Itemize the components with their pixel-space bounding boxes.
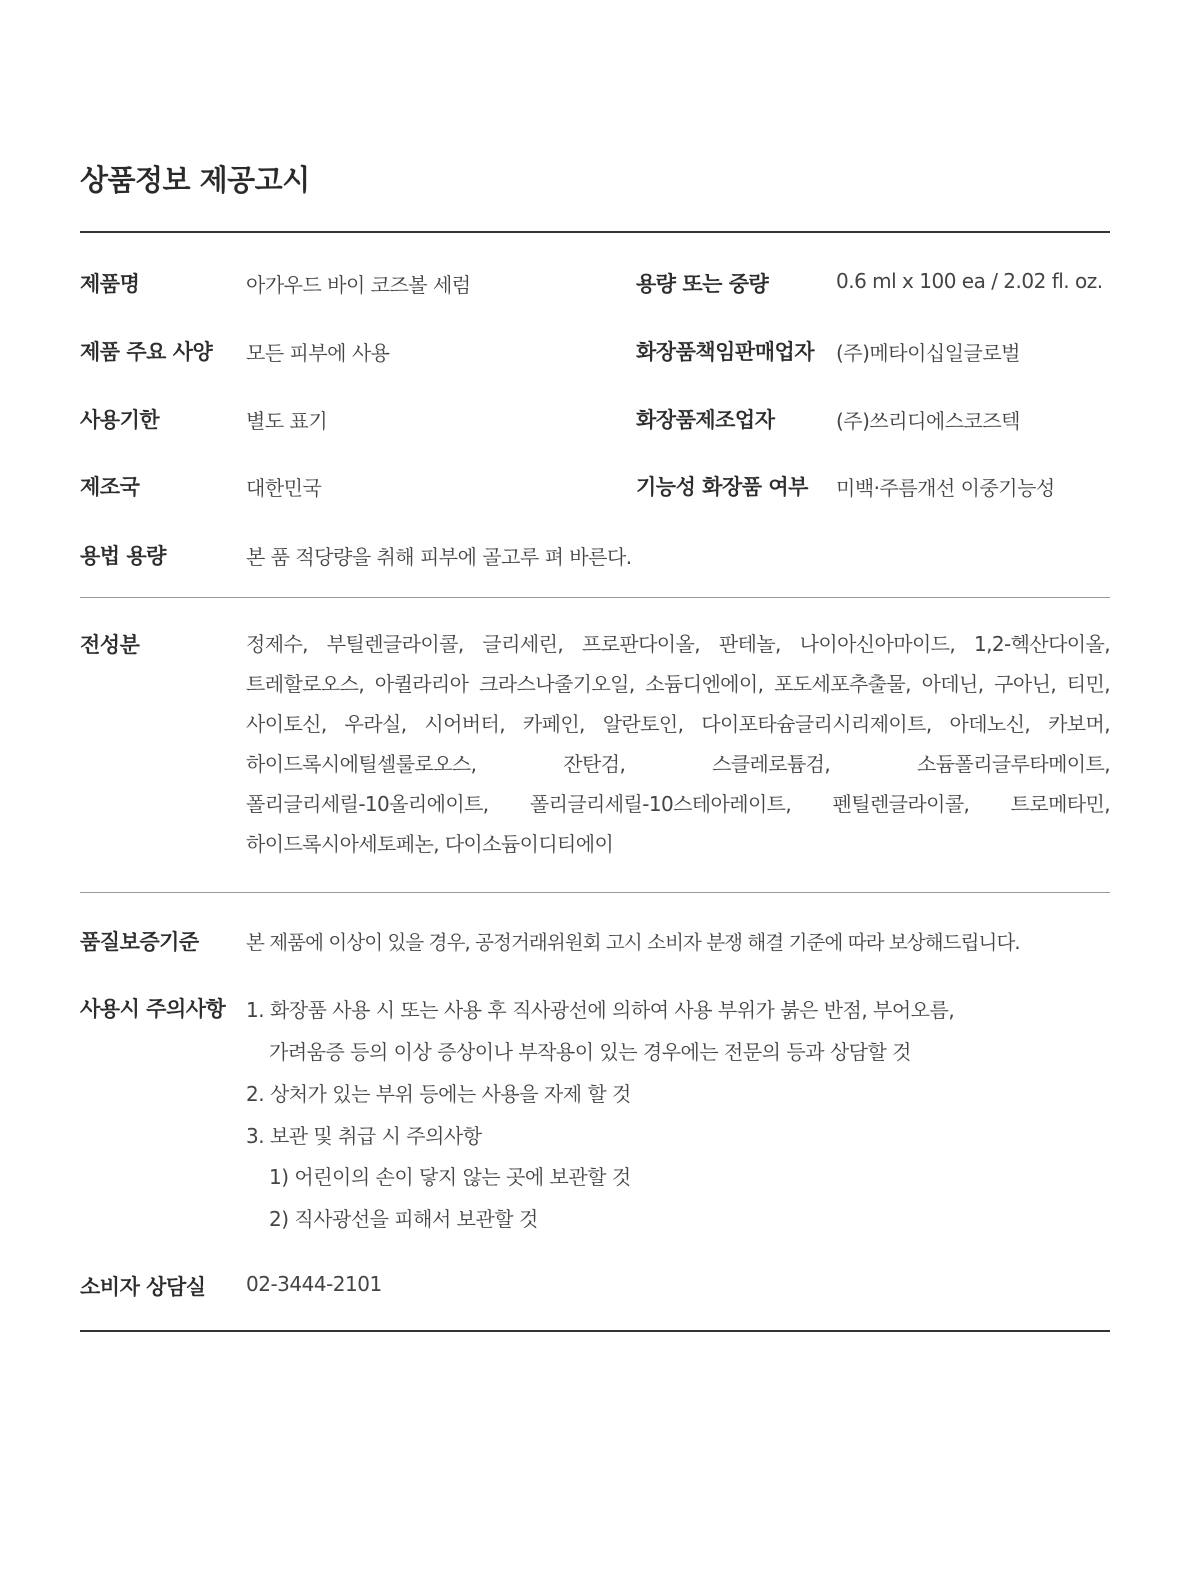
- value-seller: (주)메타이십일글로벌: [836, 341, 1020, 365]
- label-product-name: 제품명: [80, 272, 140, 296]
- value-product-name: 아가우드 바이 코즈볼 세럼: [246, 273, 471, 297]
- label-country: 제조국: [80, 475, 140, 499]
- label-expiry: 사용기한: [80, 408, 160, 432]
- caution-line: 3. 보관 및 취급 시 주의사항: [246, 1124, 482, 1148]
- caution-line: 1) 어린이의 손이 닿지 않는 곳에 보관할 것: [269, 1165, 631, 1189]
- label-spec: 제품 주요 사양: [80, 340, 213, 364]
- value-functional: 미백·주름개선 이중기능성: [836, 476, 1055, 500]
- caution-line: 1. 화장품 사용 시 또는 사용 후 직사광선에 의하여 사용 부위가 붉은 반점, 부어오름,: [246, 998, 955, 1022]
- value-manufacturer: (주)쓰리디에스코즈텍: [836, 409, 1020, 433]
- top-divider: [80, 231, 1110, 233]
- value-expiry: 별도 표기: [246, 409, 328, 433]
- caution-line: 2. 상처가 있는 부위 등에는 사용을 자제 할 것: [246, 1082, 631, 1106]
- label-contact: 소비자 상담실: [80, 1275, 206, 1299]
- value-country: 대한민국: [246, 476, 322, 500]
- value-contact: 02-3444-2101: [246, 1272, 382, 1296]
- label-volume: 용량 또는 중량: [636, 272, 769, 296]
- page-title: 상품정보 제공고시: [80, 163, 310, 197]
- label-usage: 용법 용량: [80, 544, 166, 568]
- caution-line: 2) 직사광선을 피해서 보관할 것: [269, 1207, 538, 1231]
- label-quality: 품질보증기준: [80, 930, 199, 954]
- label-manufacturer: 화장품제조업자: [636, 408, 775, 432]
- value-volume: 0.6 ml x 100 ea / 2.02 fl. oz.: [836, 269, 1103, 293]
- value-usage: 본 품 적당량을 취해 피부에 골고루 펴 바른다.: [246, 545, 632, 569]
- value-quality: 본 제품에 이상이 있을 경우, 공정거래위원회 고시 소비자 분쟁 해결 기준에 따라 보상해드립니다.: [246, 931, 1020, 954]
- label-caution: 사용시 주의사항: [80, 997, 226, 1021]
- divider-quality: [80, 892, 1110, 893]
- bottom-divider: [80, 1330, 1110, 1332]
- label-ingredients: 전성분: [80, 633, 140, 657]
- label-functional: 기능성 화장품 여부: [636, 475, 808, 499]
- caution-line: 가려움증 등의 이상 증상이나 부작용이 있는 경우에는 전문의 등과 상담할 것: [269, 1040, 911, 1064]
- value-ingredients: 정제수, 부틸렌글라이콜, 글리세린, 프로판다이올, 판테놀, 나이아신아마이드, 1,2-헥산다이올, 트레할로오스, 아퀼라리아 크라스나줄기오일, 소듐디엔에이, 포도세포추출물, 아데닌, 구아닌, 티민, 사이토신, 우라실, 시어버터, 카페인, 알란토인, 다이포타슘글리시리제이트, 아데노신, 카보머, 하이드록시에틸셀룰로오스, 잔탄검, 스클레로튬검, 소듐폴리글루타메이트, 폴리글리세릴-10올리에이트, 폴리글리세릴-10스테아레이트, 펜틸렌글라이콜, 트로메타민, 하이드록시아세토페논, 다이소듐이디티에이: [246, 632, 1110, 856]
- divider-ingredients: [80, 597, 1110, 598]
- label-seller: 화장품책임판매업자: [636, 340, 815, 364]
- value-spec: 모든 피부에 사용: [246, 341, 390, 365]
